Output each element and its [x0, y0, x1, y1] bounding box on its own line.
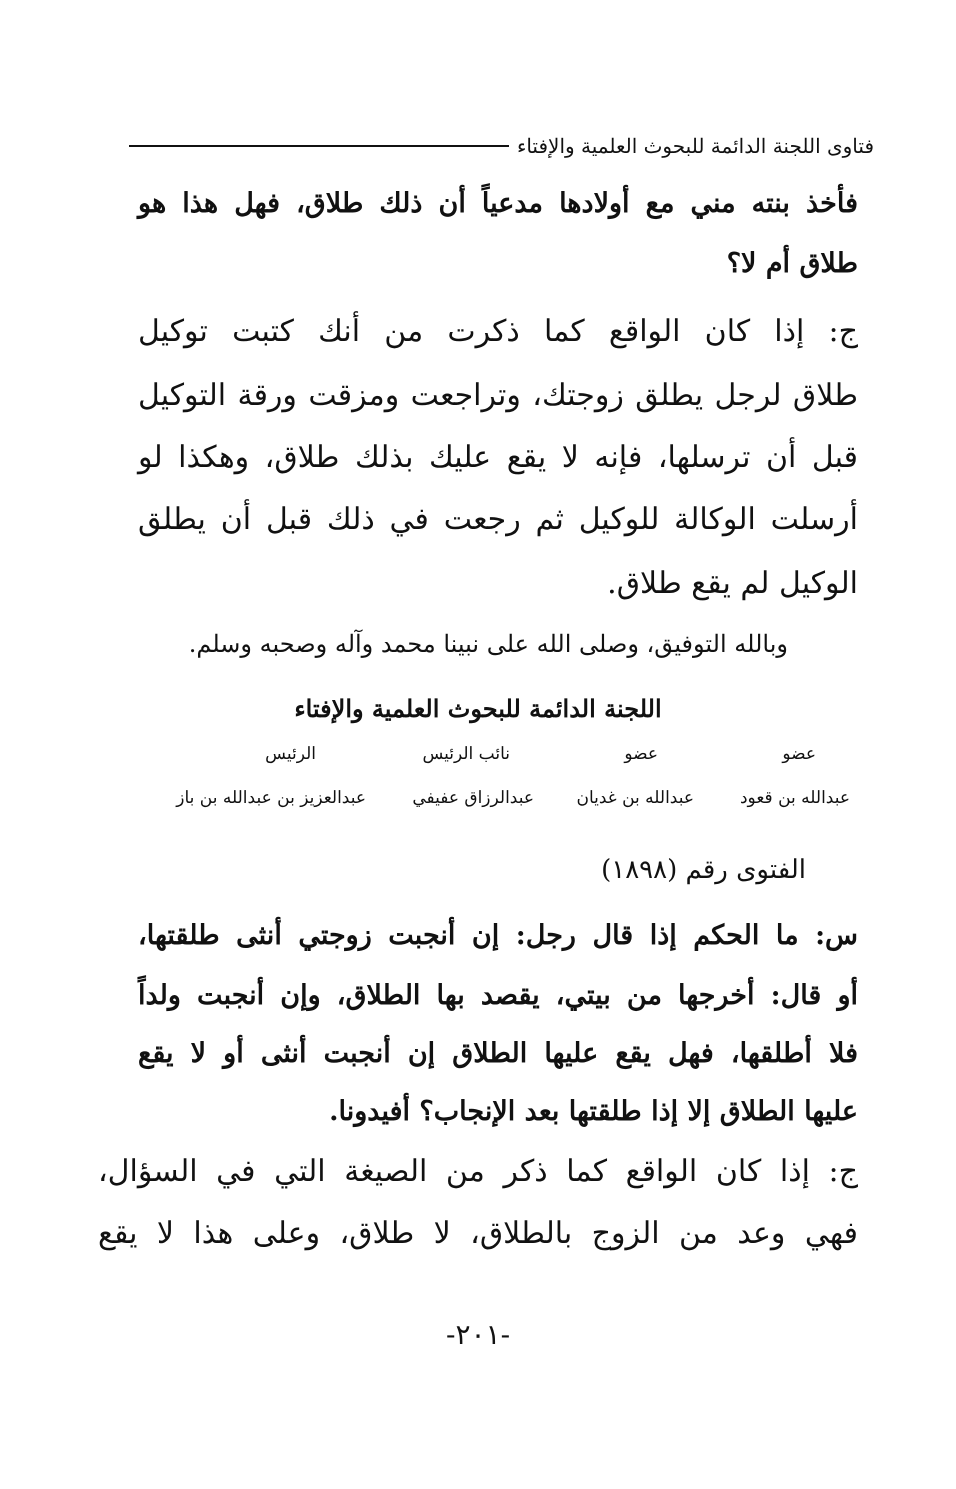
signatory-role: نائب الرئيس: [422, 744, 510, 764]
question-continuation-line: فأخذ بنته مني مع أولادها مدعياً أن ذلك طلاق، فهل هذا هو: [138, 188, 858, 219]
question-line: فلا أطلقها، فهل يقع عليها الطلاق إن أنجبت أنثى أو لا يقع: [138, 1038, 858, 1069]
signatory-role: عضو: [782, 744, 816, 764]
running-header: [129, 128, 874, 164]
question-line: عليها الطلاق إلا إذا طلقتها بعد الإنجاب؟ أفيدونا.: [329, 1096, 858, 1127]
question-line: أو قال: أخرجها من بيتي، يقصد بها الطلاق، وإن أنجبت ولداً: [138, 980, 858, 1011]
question-line: س: ما الحكم إذا قال رجل: إن أنجبت زوجتي أنثى طلقتها،: [138, 920, 858, 951]
answer-line: فهي وعد من الزوج بالطلاق، لا طلاق، وعلى هذا لا يقع: [98, 1216, 858, 1251]
signatory-name: عبدالله بن غديان: [576, 788, 694, 808]
signatory-name: عبدالرزاق عفيفي: [412, 788, 534, 808]
answer-line: أرسلت الوكالة للوكيل ثم رجعت في ذلك قبل أن يطلق: [138, 502, 858, 537]
answer-line: ج: إذا كان الواقع كما ذكرت من أنك كتبت توكيل: [138, 314, 858, 349]
answer-line: طلاق لرجل يطلق زوجتك، وتراجعت ومزقت ورقة التوكيل: [138, 378, 858, 413]
question-continuation-line: طلاق أم لا؟: [726, 248, 858, 279]
answer-line: ج: إذا كان الواقع كما ذكر من الصيغة التي في السؤال،: [98, 1154, 858, 1189]
page-number: -٢٠١-: [445, 1318, 511, 1351]
answer-line: الوكيل لم يقع طلاق.: [607, 566, 858, 601]
closing-invocation: وبالله التوفيق، وصلى الله على نبينا محمد وآله وصحبه وسلم.: [188, 630, 788, 658]
signatory-name: عبدالله بن قعود: [739, 788, 850, 808]
committee-name: اللجنة الدائمة للبحوث العلمية والإفتاء: [294, 694, 662, 723]
running-title: فتاوى اللجنة الدائمة للبحوث العلمية والإفتاء: [516, 134, 874, 158]
signatory-role: الرئيس: [265, 744, 316, 764]
answer-line: قبل أن ترسلها، فإنه لا يقع عليك بذلك طلاق، وهكذا لو: [138, 440, 858, 475]
signatory-name: عبدالعزيز بن عبدالله بن باز: [176, 788, 366, 808]
header-rule: [129, 145, 509, 147]
fatwa-number: الفتوى رقم (١٨٩٨): [601, 855, 806, 885]
signatory-role: عضو: [624, 744, 658, 764]
